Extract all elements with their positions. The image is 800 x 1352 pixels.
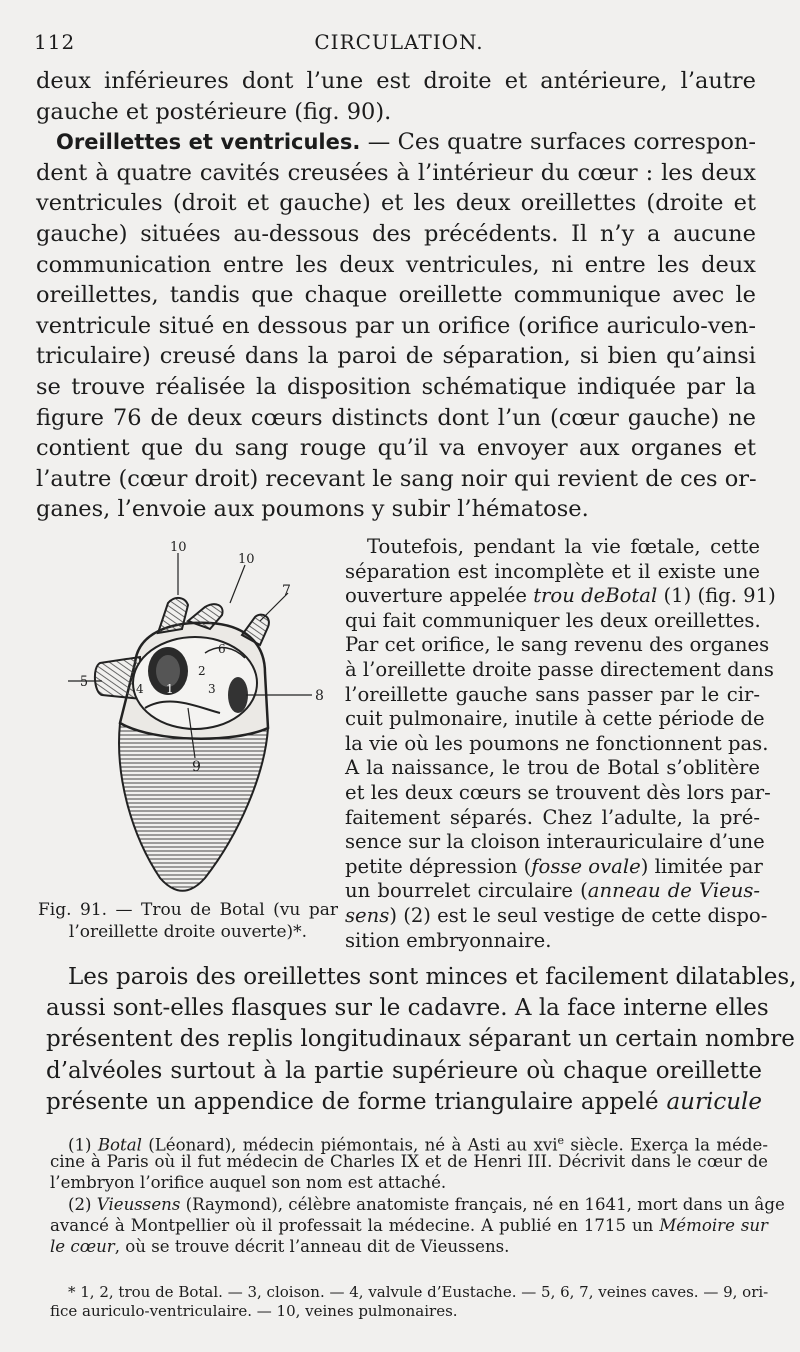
running-title: CIRCULATION. — [314, 30, 484, 54]
lower-text — [46, 962, 797, 1118]
footnote-line: fice auriculo-ventriculaire. — 10, veines pulmonaires. — [50, 1302, 458, 1320]
footnote-line: avancé à Montpellier où il professait la médecine. A publié en 1715 un Mémoire sur — [50, 1216, 768, 1235]
text-line: dent à quatre cavités creusées à l’intérieur du cœur : les deux — [36, 159, 756, 186]
heart-figure — [60, 533, 345, 898]
text-line: sens) (2) est le seul vestige de cette dispo- — [345, 903, 768, 927]
text-line: oreillettes, tandis que chaque oreillette communique avec le — [36, 282, 756, 309]
text-line: gauche) situées au-dessous des précédents. Il n’y a aucune — [36, 220, 756, 247]
text-line: Par cet orifice, le sang revenu des organes — [345, 633, 770, 657]
figure-label: 7 — [282, 583, 291, 599]
term-fosse-ovale: fosse ovale — [531, 854, 641, 878]
caption-line: l’oreillette droite ouverte)*. — [68, 922, 308, 942]
figure-legend-footnote — [50, 1283, 768, 1321]
text-line: et les deux cœurs se trouvent dès lors par- — [345, 780, 771, 804]
footnote-1 — [50, 1130, 768, 1193]
footnote-line: * 1, 2, trou de Botal. — 3, cloison. — 4, valvule d’Eustache. — 5, 6, 7, veines caves. — 9, ori- — [68, 1283, 769, 1301]
figure-label: 2 — [198, 664, 206, 678]
figure-label: 10 — [170, 540, 187, 555]
text-line: d’alvéoles surtout à la partie supérieure où chaque oreillette — [46, 1057, 762, 1084]
text-line: figure 76 de deux cœurs distincts dont l’un (cœur gauche) ne — [36, 404, 756, 431]
text-line: un bourrelet circulaire (anneau de Vieus- — [345, 879, 761, 903]
text-line: gauche et postérieure (fig. 90). — [36, 98, 392, 125]
text-line: triculaire) creusé dans la paroi de séparation, si bien qu’ainsi — [36, 343, 756, 370]
footnote-2 — [50, 1194, 785, 1257]
figure-label: 10 — [238, 552, 255, 567]
text-line: sition embryonnaire. — [345, 928, 552, 952]
text-line: ventricules (droit et gauche) et les deux oreillettes (droite et — [36, 190, 756, 217]
text-line: l’oreillette gauche sans passer par le cir- — [345, 682, 760, 706]
text-line: faitement séparés. Chez l’adulte, la pré- — [345, 805, 760, 829]
text-line: communication entre les deux ventricules, ni entre les deux — [36, 251, 756, 278]
term-auricule: auricule — [666, 1088, 762, 1115]
figure-label: 9 — [192, 759, 201, 775]
figure-label: 1 — [166, 682, 174, 696]
text-line: ventricule situé en dessous par un orifice (orifice auriculo-ven- — [36, 312, 756, 339]
section-heading: Oreillettes et ventricules. — [56, 130, 361, 155]
text-line: à l’oreillette droite passe directement dans — [345, 657, 774, 681]
text-line: qui fait communiquer les deux oreillettes. — [345, 608, 761, 632]
text-line: petite dépression (fosse ovale) limitée par — [345, 854, 763, 878]
text-line: sence sur la cloison interauriculaire d’une — [345, 830, 765, 854]
footnote-line: l’embryon l’orifice auquel son nom est attaché. — [50, 1173, 447, 1192]
figure-label: 8 — [315, 688, 324, 704]
footnote-line: cine à Paris où il fut médecin de Charles IX et de Henri III. Décrivit dans le cœur de — [50, 1152, 768, 1171]
text-line: Oreillettes et ventricules. — Ces quatre surfaces correspon- — [56, 129, 756, 156]
figure-label: 5 — [80, 674, 89, 691]
text-line: ganes, l’envoie aux poumons y subir l’hématose. — [36, 496, 589, 523]
caption-line: Fig. 91. — Trou de Botal (vu par — [38, 900, 338, 920]
text-line: présentent des replis longitudinaux séparant un certain nombre — [46, 1026, 795, 1053]
main-text — [36, 66, 756, 525]
page-number: 112 — [34, 30, 76, 54]
text-line: l’autre (cœur droit) recevant le sang noir qui revient de ces or- — [36, 465, 757, 492]
text-line: présente un appendice de forme triangulaire appelé auricule — [46, 1088, 762, 1115]
term-trou-de-botal: trou deBotal — [533, 584, 658, 608]
orifice — [228, 677, 248, 713]
text-line: aussi sont-elles flasques sur le cadavre. A la face interne elles — [46, 995, 769, 1022]
footnote-line: (1) Botal (Léonard), médecin piémontais, né à Asti au xvi$^e$ siècle. Exerça la méde- — [68, 1134, 768, 1155]
text-line: la vie où les poumons ne fonctionnent pas. — [345, 731, 769, 755]
running-header — [34, 30, 764, 60]
footnote-line: (2) Vieussens (Raymond), célèbre anatomiste français, né en 1641, mort dans un âge — [68, 1195, 785, 1214]
footnote-line: le cœur, où se trouve décrit l’anneau dit de Vieussens. — [50, 1237, 510, 1256]
text-line: contient que du sang rouge qu’il va envoyer aux organes et — [36, 435, 756, 462]
text-line: A la naissance, le trou de Botal s’oblitère — [345, 756, 760, 780]
text-line: se trouve réalisée la disposition schématique indiquée par la — [36, 373, 756, 400]
figure-label: 3 — [208, 682, 216, 696]
text-line: séparation est incomplète et il existe une — [345, 559, 760, 583]
term-anneau-de-vieussens: anneau de Vieus- — [587, 879, 761, 903]
text-line: cuit pulmonaire, inutile à cette période de — [345, 707, 765, 731]
figure-caption — [38, 899, 338, 943]
side-text — [345, 535, 776, 953]
figure-label: 6 — [218, 642, 226, 656]
text-line: Toutefois, pendant la vie fœtale, cette — [367, 535, 760, 558]
heart-illustration — [60, 533, 345, 898]
figure-label: 4 — [136, 682, 144, 696]
text-line: ouverture appelée trou deBotal (1) (fig. 91) — [345, 584, 776, 608]
text-line: deux inférieures dont l’une est droite et antérieure, l’autre — [36, 68, 756, 94]
text-line: Les parois des oreillettes sont minces et facilement dilatables, — [68, 964, 797, 990]
